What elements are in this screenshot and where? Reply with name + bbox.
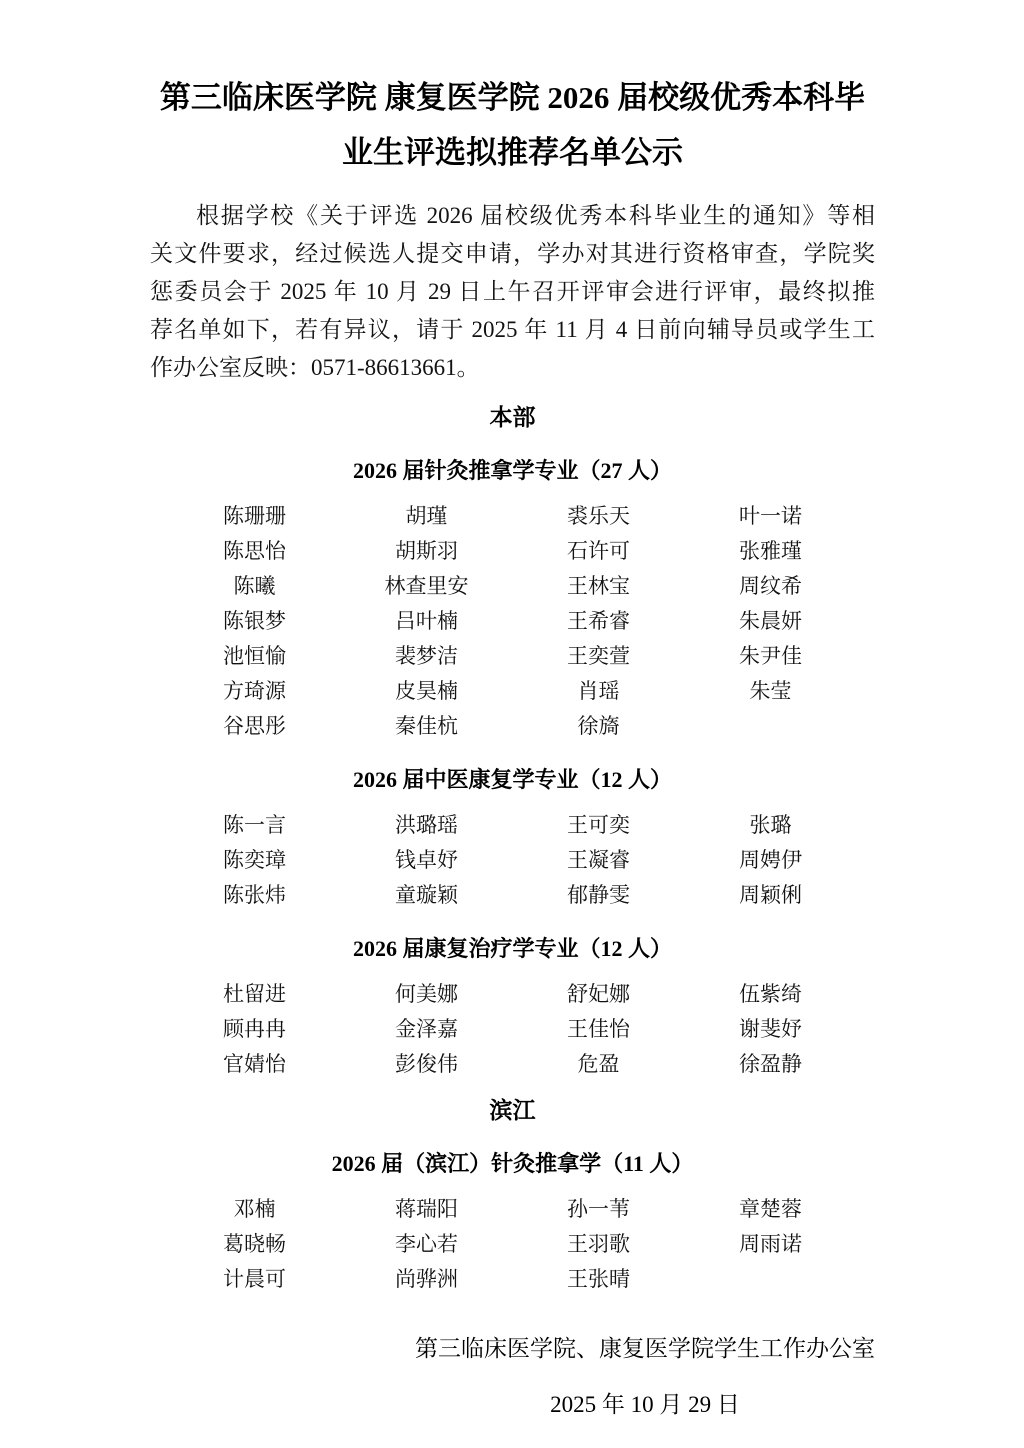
student-name: 陈曦 — [233, 573, 276, 598]
name-table — [169, 497, 857, 742]
student-name: 童璇颖 — [395, 882, 458, 907]
student-name: 王奕萱 — [567, 643, 630, 668]
student-name: 周纹希 — [739, 573, 802, 598]
name-row — [169, 602, 857, 637]
student-name: 章楚蓉 — [739, 1196, 802, 1221]
student-name: 叶一诺 — [739, 503, 802, 528]
major-heading: 2026 届康复治疗学专业（12 人） — [352, 936, 672, 961]
major-heading: 2026 届针灸推拿学专业（27 人） — [352, 458, 672, 483]
student-name: 陈奕璋 — [223, 847, 286, 872]
student-name: 蒋瑞阳 — [395, 1196, 458, 1221]
student-name: 徐盈静 — [739, 1051, 802, 1076]
student-name: 尚骅洲 — [395, 1266, 458, 1291]
student-name: 皮昊楠 — [395, 678, 458, 703]
student-name: 顾冉冉 — [223, 1016, 286, 1041]
title-line: 第三临床医学院 康复医学院 2026 届校级优秀本科毕 — [159, 80, 866, 115]
student-name: 陈珊珊 — [223, 503, 286, 528]
student-name: 洪璐瑶 — [395, 812, 458, 837]
student-name: 张雅瑾 — [739, 538, 802, 563]
document-date: 2025 年 10 月 29 日 — [550, 1392, 740, 1417]
student-name: 张璐 — [749, 812, 792, 837]
name-row — [169, 672, 857, 707]
student-name: 裴梦洁 — [395, 643, 458, 668]
student-name: 钱卓妤 — [395, 847, 458, 872]
student-name: 方琦源 — [223, 678, 286, 703]
student-name: 肖瑶 — [577, 678, 620, 703]
student-name: 周颖俐 — [739, 882, 802, 907]
student-name: 陈银梦 — [223, 608, 286, 633]
student-name: 陈思怡 — [223, 538, 286, 563]
student-name: 周娉伊 — [739, 847, 802, 872]
name-row — [169, 637, 857, 672]
student-name: 王林宝 — [567, 573, 630, 598]
student-name: 王希睿 — [567, 608, 630, 633]
intro-line: 作办公室反映：0571-86613661。 — [150, 355, 480, 380]
intro-line: 关文件要求，经过候选人提交申请，学办对其进行资格审查，学院奖 — [150, 241, 875, 266]
name-row — [169, 806, 857, 841]
student-name: 胡瑾 — [405, 503, 448, 528]
student-name: 孙一苇 — [567, 1196, 630, 1221]
name-row — [169, 497, 857, 532]
name-row — [169, 876, 857, 911]
student-name: 王张晴 — [567, 1266, 630, 1291]
student-name: 陈张炜 — [223, 882, 286, 907]
student-name: 杜留进 — [223, 981, 286, 1006]
name-row — [169, 532, 857, 567]
footer — [150, 1333, 875, 1421]
name-table — [169, 806, 857, 911]
name-table — [169, 1190, 857, 1295]
student-name: 吕叶楠 — [395, 608, 458, 633]
student-name: 谢斐妤 — [739, 1016, 802, 1041]
major-heading: 2026 届中医康复学专业（12 人） — [352, 767, 672, 792]
student-name: 郁静雯 — [567, 882, 630, 907]
student-name: 林查里安 — [384, 573, 469, 598]
student-name: 朱晨妍 — [739, 608, 802, 633]
student-name: 舒妃娜 — [567, 981, 630, 1006]
name-row — [169, 1260, 857, 1295]
student-name: 伍紫绮 — [739, 981, 802, 1006]
issuing-office: 第三临床医学院、康复医学院学生工作办公室 — [415, 1336, 875, 1361]
name-row — [169, 567, 857, 602]
student-name: 王羽歌 — [567, 1231, 630, 1256]
student-name: 石许可 — [567, 538, 630, 563]
student-name: 朱尹佳 — [739, 643, 802, 668]
page-title — [150, 70, 875, 180]
intro-line: 惩委员会于 2025 年 10 月 29 日上午召开评审会进行评审，最终拟推 — [150, 279, 875, 304]
intro-line: 根据学校《关于评选 2026 届校级优秀本科毕业生的通知》等相 — [196, 203, 875, 228]
name-sections — [150, 403, 875, 1295]
student-name: 朱莹 — [749, 678, 792, 703]
name-row — [169, 1225, 857, 1260]
intro-line: 荐名单如下，若有异议，请于 2025 年 11 月 4 日前向辅导员或学生工 — [150, 317, 875, 342]
name-row — [169, 975, 857, 1010]
student-name: 金泽嘉 — [395, 1016, 458, 1041]
name-row — [169, 841, 857, 876]
name-row — [169, 1010, 857, 1045]
footer-block — [415, 1333, 875, 1421]
student-name: 王佳怡 — [567, 1016, 630, 1041]
campus-heading: 本部 — [489, 405, 536, 430]
student-name: 葛晓畅 — [223, 1231, 286, 1256]
name-row — [169, 1190, 857, 1225]
student-name: 官婧怡 — [223, 1051, 286, 1076]
name-row — [169, 1045, 857, 1080]
student-name: 王可奕 — [567, 812, 630, 837]
student-name: 裘乐天 — [567, 503, 630, 528]
intro-paragraph — [150, 197, 875, 387]
major-heading: 2026 届（滨江）针灸推拿学（11 人） — [331, 1151, 694, 1176]
student-name: 池恒愉 — [223, 643, 286, 668]
student-name: 李心若 — [395, 1231, 458, 1256]
student-name: 秦佳杭 — [395, 713, 458, 738]
student-name: 邓楠 — [233, 1196, 276, 1221]
student-name: 陈一言 — [223, 812, 286, 837]
student-name: 彭俊伟 — [395, 1051, 458, 1076]
student-name: 周雨诺 — [739, 1231, 802, 1256]
student-name: 危盈 — [577, 1051, 620, 1076]
student-name: 胡斯羽 — [395, 538, 458, 563]
student-name: 徐旖 — [577, 713, 620, 738]
name-row — [169, 707, 857, 742]
student-name: 何美娜 — [395, 981, 458, 1006]
student-name: 王凝睿 — [567, 847, 630, 872]
name-table — [169, 975, 857, 1080]
title-line: 业生评选拟推荐名单公示 — [342, 135, 683, 170]
campus-heading: 滨江 — [489, 1098, 536, 1123]
student-name: 计晨可 — [223, 1266, 286, 1291]
student-name: 谷思彤 — [223, 713, 286, 738]
